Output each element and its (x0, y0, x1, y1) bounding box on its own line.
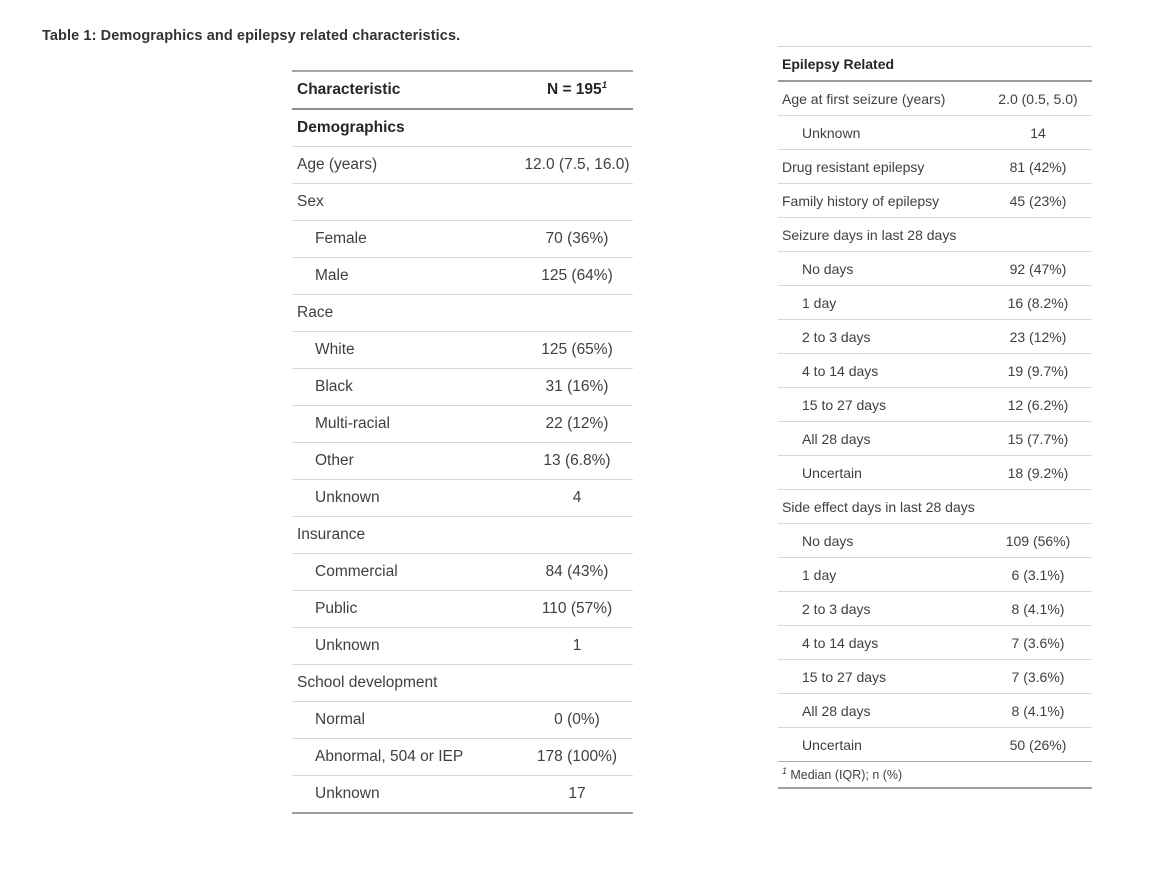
row-label: Black (315, 378, 353, 395)
row-value: 15 (7.7%) (1007, 430, 1069, 447)
row-value: 50 (26%) (1009, 736, 1067, 753)
row-label: Sex (297, 193, 324, 210)
row-label: Uncertain (802, 736, 862, 753)
table-row (778, 694, 1092, 728)
table-row (292, 221, 633, 258)
table-row (778, 626, 1092, 660)
table-row (292, 517, 633, 554)
row-label: Age at first seizure (years) (782, 90, 946, 107)
column-header-characteristic: Characteristic (297, 81, 401, 98)
row-value: 70 (36%) (545, 230, 609, 247)
table-row (292, 480, 633, 517)
table-row (778, 354, 1092, 388)
row-label: Side effect days in last 28 days (782, 498, 975, 515)
table-row (778, 592, 1092, 626)
table-row (778, 558, 1092, 592)
row-value: 12 (6.2%) (1007, 396, 1069, 413)
row-value: 8 (4.1%) (1011, 702, 1065, 719)
row-value: 178 (100%) (536, 748, 618, 765)
table-row (778, 252, 1092, 286)
row-label: No days (802, 260, 854, 277)
row-label: 4 to 14 days (802, 362, 879, 379)
row-label: Unknown (315, 489, 380, 506)
row-label: Demographics (297, 119, 405, 136)
row-value: 125 (64%) (541, 267, 613, 284)
row-value: 7 (3.6%) (1011, 668, 1065, 685)
table-row (292, 369, 633, 406)
row-label: Normal (315, 711, 365, 728)
row-label: No days (802, 532, 854, 549)
table-row (292, 443, 633, 480)
row-value: 13 (6.8%) (543, 452, 611, 469)
header-footnote-marker: 1 (601, 79, 608, 91)
row-value: 12.0 (7.5, 16.0) (524, 156, 630, 173)
row-value: 1 (572, 637, 582, 654)
table-row (292, 554, 633, 591)
row-label: Commercial (315, 563, 398, 580)
table-row (778, 456, 1092, 490)
row-value: 109 (56%) (1005, 532, 1071, 549)
row-label: Family history of epilepsy (782, 192, 940, 209)
row-label: 1 day (802, 294, 837, 311)
table-row (778, 150, 1092, 184)
row-value: 6 (3.1%) (1011, 566, 1065, 583)
table-row (778, 422, 1092, 456)
row-value: 0 (0%) (554, 711, 600, 728)
table-row (778, 184, 1092, 218)
row-label: 2 to 3 days (802, 328, 871, 345)
table-row (292, 739, 633, 776)
row-label: Unknown (315, 637, 380, 654)
row-value: 81 (42%) (1009, 158, 1067, 175)
table-left-panel (292, 70, 633, 814)
row-value: 19 (9.7%) (1007, 362, 1069, 379)
table-row (778, 728, 1092, 761)
table-row (778, 286, 1092, 320)
table-row (292, 332, 633, 369)
row-value: 125 (65%) (541, 341, 613, 358)
table-row (778, 490, 1092, 524)
table-row (778, 388, 1092, 422)
row-value: 16 (8.2%) (1007, 294, 1069, 311)
row-label: Race (297, 304, 334, 321)
table-row (292, 295, 633, 332)
table-header-row (292, 72, 633, 110)
table-row (292, 702, 633, 739)
table-row (292, 258, 633, 295)
row-label: School development (297, 674, 438, 691)
row-label: 15 to 27 days (802, 396, 887, 413)
row-value: 22 (12%) (545, 415, 609, 432)
row-label: Multi-racial (315, 415, 390, 432)
row-value: 4 (572, 489, 582, 506)
row-value: 45 (23%) (1009, 192, 1067, 209)
row-label: Abnormal, 504 or IEP (315, 748, 464, 765)
row-label: Female (315, 230, 367, 247)
row-label: Seizure days in last 28 days (782, 226, 957, 243)
row-label: Other (315, 452, 354, 469)
row-label: Uncertain (802, 464, 862, 481)
table-row (778, 116, 1092, 150)
footnote-marker: 1 (782, 765, 787, 776)
row-label: Public (315, 600, 358, 617)
row-label: 4 to 14 days (802, 634, 879, 651)
row-label: Unknown (802, 124, 861, 141)
table-row (292, 110, 633, 147)
table-row (778, 524, 1092, 558)
table-row (292, 184, 633, 221)
table-row (778, 320, 1092, 354)
table-caption: Table 1: Demographics and epilepsy related characteristics. (42, 28, 461, 44)
row-label: 15 to 27 days (802, 668, 887, 685)
row-label: Age (years) (297, 156, 378, 173)
footnote-text: Median (IQR); n (%) (790, 768, 903, 782)
row-label: Unknown (315, 785, 380, 802)
table-row (292, 591, 633, 628)
table-right-panel (778, 46, 1092, 789)
row-value: 7 (3.6%) (1011, 634, 1065, 651)
table-row (778, 47, 1092, 82)
column-header-n-label: N = 195 (546, 81, 602, 98)
footnote (778, 761, 1092, 787)
row-label: Male (315, 267, 349, 284)
table-row (292, 628, 633, 665)
row-value: 14 (1030, 124, 1046, 141)
table-row (292, 776, 633, 812)
row-value: 110 (57%) (541, 600, 613, 617)
table-row (778, 660, 1092, 694)
row-label: Epilepsy Related (782, 55, 895, 72)
row-label: White (315, 341, 355, 358)
row-label: 2 to 3 days (802, 600, 871, 617)
table-row (292, 406, 633, 443)
row-value: 84 (43%) (545, 563, 609, 580)
table-row (292, 665, 633, 702)
table-row (778, 82, 1092, 116)
row-value: 2.0 (0.5, 5.0) (998, 90, 1078, 107)
table-row (292, 147, 633, 184)
table-right-body (778, 47, 1092, 761)
row-label: 1 day (802, 566, 837, 583)
row-value: 31 (16%) (545, 378, 609, 395)
row-label: Drug resistant epilepsy (782, 158, 925, 175)
row-label: Insurance (297, 526, 366, 543)
row-value: 17 (568, 785, 586, 802)
table-left-body (292, 110, 633, 812)
row-value: 18 (9.2%) (1007, 464, 1069, 481)
table-row (778, 218, 1092, 252)
column-header-n (521, 81, 633, 99)
row-value: 8 (4.1%) (1011, 600, 1065, 617)
row-label: All 28 days (802, 702, 871, 719)
row-label: All 28 days (802, 430, 871, 447)
row-value: 23 (12%) (1009, 328, 1067, 345)
row-value: 92 (47%) (1009, 260, 1067, 277)
